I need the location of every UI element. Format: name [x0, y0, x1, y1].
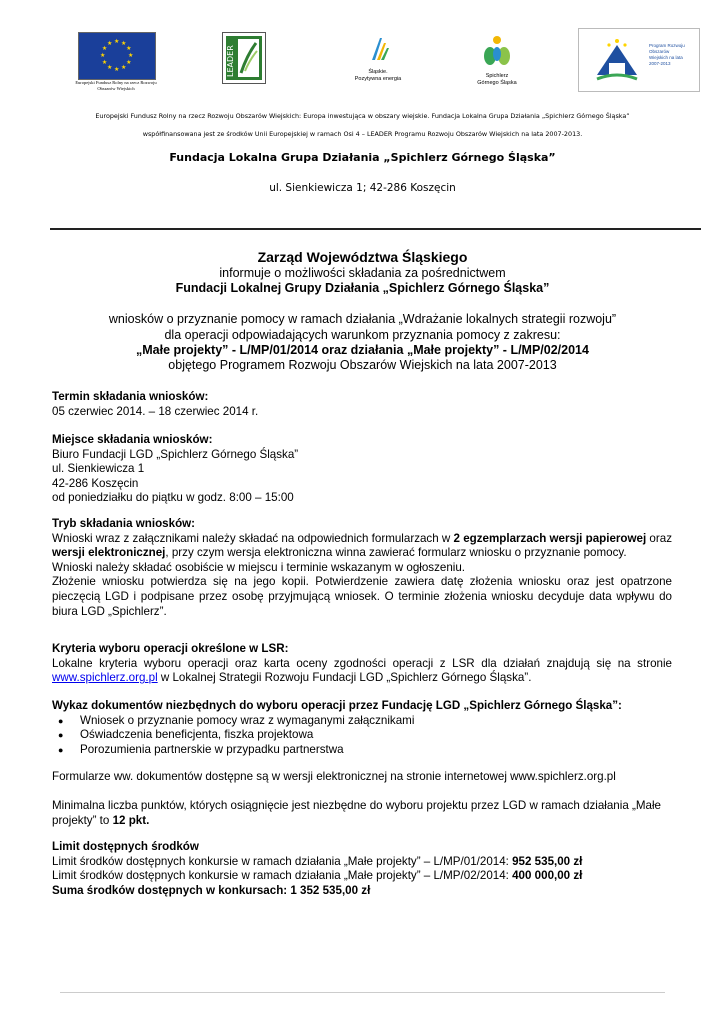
spichlerz-logo	[470, 34, 524, 84]
eu-star-icon: ★	[121, 40, 127, 47]
eu-star-icon: ★	[101, 46, 108, 52]
min-points-section: Minimalna liczba punktów, których osiągnięcie jest niezbędne do wyboru projektu przez LGD w ramach działania „Małe projekty” to 12 pkt.	[52, 799, 661, 827]
announcement-line-1: informuje o możliwości składania za pośrednictwem	[219, 266, 506, 280]
place-line: 42-286 Koszęcin	[52, 476, 139, 490]
eu-star-icon: ★	[114, 67, 120, 73]
mode-paragraph-3: Złożenie wniosku potwierdza się na jego kopii. Potwierdzenie zawiera datę złożenia wniosku oraz jest opatrzone pieczęcią LGD i podpisane przez osobę przyjmującą wniosek. O terminie złożenia wniosku decyduje data wpływu do biura LGD „Spichlerz”.	[52, 575, 672, 618]
place-line: ul. Sienkiewicza 1	[52, 462, 145, 476]
logo-strip	[0, 28, 725, 98]
eu-flag-logo	[78, 32, 156, 80]
eu-star-icon: ★	[101, 60, 108, 66]
prow-caption: Program Rozwoju Obszarów Wiejskich na lata 2007-2013	[649, 43, 685, 66]
limit-line-2: Limit środków dostępnych konkursie w ramach działania „Małe projekty” – L/MP/02/2014: 400 000,00 zł	[52, 869, 583, 883]
spichlerz-caption: Spichlerz Górnego Śląska	[477, 73, 517, 86]
announcement-line-2: Fundacji Lokalnej Grupy Działania „Spichlerz Górnego Śląska”	[175, 281, 550, 295]
place-line: Biuro Fundacji LGD „Spichlerz Górnego Śląska”	[52, 447, 299, 461]
announcement-line-5: „Małe projekty” - L/MP/01/2014 oraz działania „Małe projekty” - L/MP/02/2014	[136, 343, 589, 357]
slaskie-logo	[350, 34, 406, 82]
spichlerz-website-link[interactable]: www.spichlerz.org.pl	[52, 671, 158, 685]
documents-section	[52, 699, 672, 757]
mode-section	[52, 517, 672, 619]
eu-star-icon: ★	[128, 53, 134, 59]
limit-line-1: Limit środków dostępnych konkursie w ramach działania „Małe projekty” – L/MP/01/2014: 952 535,00 zł	[52, 854, 583, 868]
criteria-section	[52, 642, 672, 686]
place-section	[52, 433, 672, 506]
limits-sum: Suma środków dostępnych w konkursach: 1 352 535,00 zł	[52, 883, 371, 897]
footer-divider	[60, 992, 665, 993]
eu-star-icon: ★	[121, 65, 127, 72]
slaskie-caption: Śląskie. Pozytywna energia	[354, 69, 402, 82]
announcement-line-6: objętego Programem Rozwoju Obszarów Wiejskich na lata 2007-2013	[168, 358, 557, 372]
documents-heading: Wykaz dokumentów niezbędnych do wyboru operacji przez Fundację LGD „Spichlerz Górnego Śląska”:	[52, 699, 622, 712]
eu-star-icon: ★	[114, 39, 120, 45]
svg-text:LEADER: LEADER	[226, 45, 235, 77]
organization-address: ul. Sienkiewicza 1; 42-286 Koszęcin	[269, 182, 456, 194]
eu-star-icon: ★	[126, 46, 132, 52]
announcement-line-3: wniosków o przyznanie pomocy w ramach działania „Wdrażanie lokalnych strategii rozwoju”	[108, 312, 617, 326]
limits-heading: Limit dostępnych środków	[52, 840, 199, 853]
eu-star-icon: ★	[107, 40, 113, 47]
limits-section	[52, 840, 672, 898]
leader-logo	[222, 32, 266, 84]
mode-paragraph-2: Wnioski należy składać osobiście w miejscu i terminie wskazanym w ogłoszeniu.	[52, 560, 466, 574]
place-heading: Miejsce składania wniosków:	[52, 433, 213, 446]
term-value: 05 czerwiec 2014. – 18 czerwiec 2014 r.	[52, 404, 259, 418]
eu-star-icon: ★	[126, 60, 132, 66]
criteria-text: Lokalne kryteria wyboru operacji oraz karta oceny zgodności operacji z LSR dla działań znajdują się na stronie www.spichlerz.org.pl w Lokalnej Strategii Rozwoju Fundacji LGD „Spichlerz Górnego Śląska”.	[52, 656, 672, 685]
documents-list	[52, 714, 672, 758]
list-item: ● Porozumienia partnerskie w przypadku partnerstwa	[52, 743, 672, 758]
eu-star-icon: ★	[107, 65, 113, 72]
organization-name: Fundacja Lokalna Grupa Działania „Spichlerz Górnego Śląska”	[169, 151, 556, 164]
mode-heading: Tryb składania wniosków:	[52, 517, 196, 530]
funding-notice: Europejski Fundusz Rolny na rzecz Rozwoju Obszarów Wiejskich: Europa inwestująca w obszary wiejskie. Fundacja Lokalna Grupa Działania „Spichlerz Górnego Śląska” współfinansowana jest ze środków Unii Europejskiej w ramach Osi 4 – LEADER Programu Rozwoju Obszarów Wiejskich na lata 2007-2013.	[95, 112, 630, 138]
announcement-line-4: dla operacji odpowiadających warunkom przyznania pomocy z zakresu:	[164, 328, 561, 342]
forms-note: Formularze ww. dokumentów dostępne są w wersji elektronicznej na stronie internetowej www.spichlerz.org.pl	[52, 770, 616, 783]
term-section	[52, 390, 672, 419]
prow-logo	[578, 28, 700, 92]
header-divider	[50, 228, 701, 230]
eu-fund-caption: Europejski Fundusz Rolny na rzecz Rozwoju Obszarów Wiejskich	[75, 80, 157, 91]
announcement-title: Zarząd Województwa Śląskiego	[257, 249, 468, 265]
mode-paragraph-1: Wnioski wraz z załącznikami należy składać na odpowiednich formularzach w 2 egzemplarzach wersji papierowej oraz wersji elektronicznej, przy czym wersja elektroniczna winna zawierać formularz wniosku o przyznanie pomocy.	[52, 531, 672, 560]
list-item: ● Oświadczenia beneficjenta, fiszka projektowa	[52, 728, 672, 743]
criteria-heading: Kryteria wyboru operacji określone w LSR:	[52, 642, 289, 655]
term-heading: Termin składania wniosków:	[52, 390, 209, 403]
eu-star-icon: ★	[100, 53, 106, 59]
place-line: od poniedziałku do piątku w godz. 8:00 – 15:00	[52, 491, 294, 505]
list-item: ● Wniosek o przyznanie pomocy wraz z wymaganymi załącznikami	[52, 714, 672, 729]
